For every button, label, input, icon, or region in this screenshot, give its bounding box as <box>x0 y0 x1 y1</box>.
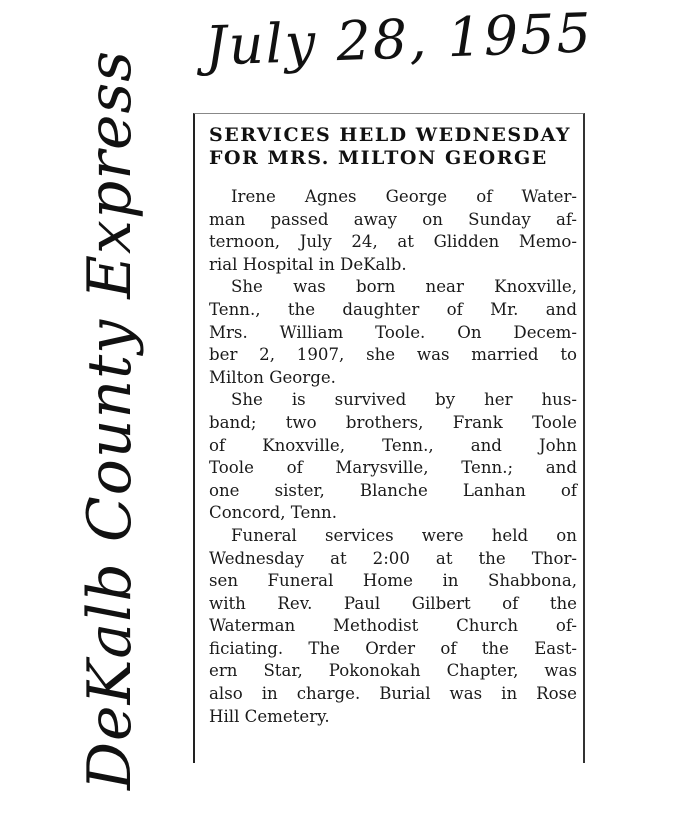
text-line: Irene Agnes George of Water- <box>231 187 577 206</box>
text-line: Tenn., the daughter of Mr. and <box>209 299 577 319</box>
article-headline <box>209 124 577 170</box>
text-line: Toole of Marysville, Tenn.; and <box>209 458 577 478</box>
handwritten-newspaper-name: DeKalb County Express <box>75 49 145 791</box>
headline-line: FOR MRS. MILTON GEORGE <box>209 147 548 169</box>
text-line: Mrs. William Toole. On Decem- <box>209 322 577 342</box>
text-line: Milton George. <box>209 367 336 387</box>
text-line: ern Star, Pokonokah Chapter, was <box>209 661 577 681</box>
handwritten-date: July 28, 1955 <box>204 1 594 78</box>
text-line: band; two brothers, Frank Toole <box>209 412 577 432</box>
headline-line: SERVICES HELD WEDNESDAY <box>209 124 571 146</box>
article-paragraph <box>209 276 577 389</box>
text-line: Wednesday at 2:00 at the Thor- <box>209 548 577 568</box>
text-line: She is survived by her hus- <box>231 390 577 410</box>
text-line: rial Hospital in DeKalb. <box>209 254 407 274</box>
text-line: Hill Cemetery. <box>209 706 330 726</box>
newspaper-clipping <box>193 113 585 763</box>
text-line: also in charge. Burial was in Rose <box>209 684 577 704</box>
article-paragraph <box>209 389 577 525</box>
text-line: with Rev. Paul Gilbert of the <box>209 593 577 613</box>
text-line: of Knoxville, Tenn., and John <box>209 435 577 455</box>
text-line: ternoon, July 24, at Glidden Memo- <box>209 232 577 252</box>
text-line: Funeral services were held on <box>231 525 577 545</box>
article-paragraph <box>209 186 577 276</box>
text-line: She was born near Knoxville, <box>231 277 577 297</box>
text-line: Concord, Tenn. <box>209 503 338 523</box>
text-line: sen Funeral Home in Shabbona, <box>209 571 577 591</box>
text-line: ber 2, 1907, she was married to <box>209 345 577 365</box>
text-line: man passed away on Sunday af- <box>209 209 577 229</box>
text-line: ficiating. The Order of the East- <box>209 638 577 658</box>
text-line: one sister, Blanche Lanhan of <box>209 480 577 500</box>
text-line: Waterman Methodist Church of- <box>209 616 577 636</box>
article-paragraph <box>209 525 577 728</box>
